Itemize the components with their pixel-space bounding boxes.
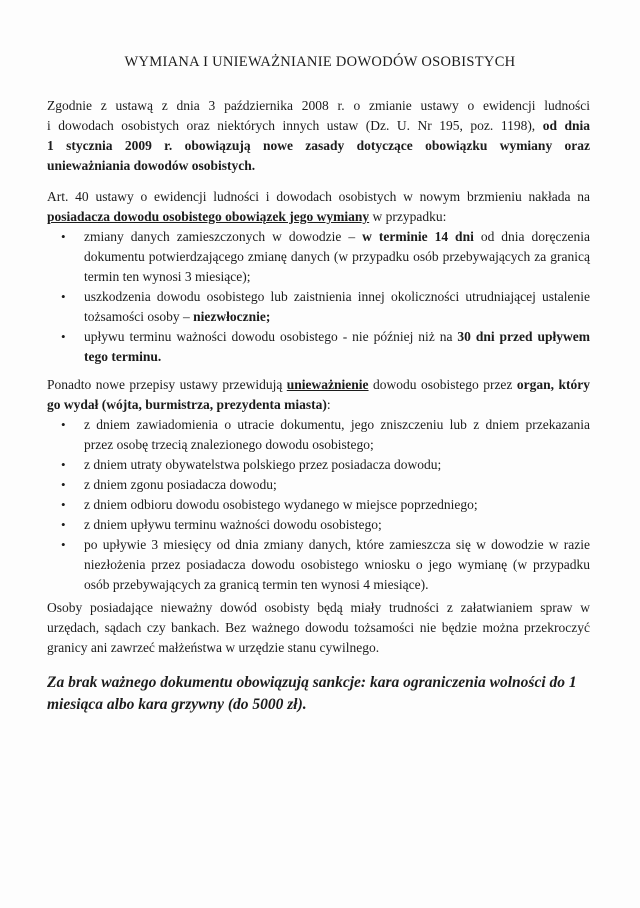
list-item xyxy=(47,535,590,595)
bullet-icon: • xyxy=(61,457,66,472)
sanctions-note: Za brak ważnego dokumentu obowiązują sankcje: kara ograniczenia wolności do 1 miesiąca albo kara grzywny (do 5000 zł). xyxy=(47,674,577,713)
obligation-1-deadline: w terminie 14 dni xyxy=(362,229,474,244)
revocation-intro xyxy=(47,375,590,415)
bullet-icon: • xyxy=(61,229,66,244)
list-item xyxy=(47,287,590,327)
list-item xyxy=(47,327,590,367)
obligation-heading: posiadacza dowodu osobistego obowiązek jego wymiany xyxy=(47,209,370,224)
revocation-item-text: z dniem zgonu posiadacza dowodu; xyxy=(84,477,277,492)
art40-paragraph xyxy=(47,187,590,367)
list-item xyxy=(47,475,590,495)
invalid-document-paragraph: Osoby posiadające nieważny dowód osobisty będą miały trudności z załatwianiem spraw w urzędach, sądach czy bankach. Bez ważnego dowodu tożsamości nie będzie można przekroczyć granicy ani zawrzeć małżeństwa w urzędzie stanu cywilnego. xyxy=(47,600,590,655)
obligation-3-deadline: 30 dni przed upływem tego terminu. xyxy=(84,329,590,364)
intro-paragraph xyxy=(47,96,590,176)
bullet-icon: • xyxy=(61,477,66,492)
obligation-1-text: zmiany danych zamieszczonych w dowodzie – xyxy=(84,229,363,244)
revocation-item-text: z dniem utraty obywatelstwa polskiego przez posiadacza dowodu; xyxy=(84,457,442,472)
obligation-1-rest: od dnia doręczenia dokumentu potwierdzającego zmianę danych (w przypadku osób przebywających za granicą termin ten wynosi 3 miesiące); xyxy=(84,229,590,284)
revocation-item-text: po upływie 3 miesięcy od dnia zmiany danych, które zamieszcza się w dowodzie w razie niezłożenia przez posiadacza dowodu osobistego wniosku o jego wymianę (w przypadku osób przebywających za granicą termin ten wynosi 4 miesiące). xyxy=(84,537,590,592)
art40-line-2-tail: w przypadku: xyxy=(369,209,447,224)
intro-line-4: unieważniania dowodów osobistych. xyxy=(47,158,256,173)
revocation-paragraph xyxy=(47,375,590,595)
bullet-icon: • xyxy=(61,289,66,304)
revocation-intro-colon: : xyxy=(326,397,331,412)
intro-date-start: od dnia xyxy=(542,118,590,133)
list-item xyxy=(47,495,590,515)
obligation-2-deadline: niezwłocznie; xyxy=(193,309,271,324)
list-item xyxy=(47,515,590,535)
revocation-intro-mid: dowodu osobistego przez xyxy=(368,377,517,392)
list-item xyxy=(47,455,590,475)
obligation-list xyxy=(47,227,590,367)
art40-line-2 xyxy=(47,207,590,227)
intro-line-2 xyxy=(47,116,590,136)
intro-line-2-text: i dowodach osobistych oraz niektórych innych ustaw (Dz. U. Nr 195, poz. 1198), xyxy=(47,118,543,133)
bullet-icon: • xyxy=(61,517,66,532)
revocation-keyword: unieważnienie xyxy=(286,377,369,392)
bullet-icon: • xyxy=(61,417,66,432)
bullet-icon: • xyxy=(61,329,66,344)
issuing-authority: organ, który go wydał (wójta, burmistrza, prezydenta miasta) xyxy=(47,377,590,412)
document-title: WYMIANA I UNIEWAŻNIANIE DOWODÓW OSOBISTYCH xyxy=(124,54,516,70)
intro-line-1: Zgodnie z ustawą z dnia 3 października 2008 r. o zmianie ustawy o ewidencji ludności xyxy=(47,98,590,113)
art40-line-1: Art. 40 ustawy o ewidencji ludności i dowodach osobistych w nowym brzmieniu nakłada na xyxy=(47,189,590,204)
revocation-item-text: z dniem zawiadomienia o utracie dokumentu, jego zniszczeniu lub z dniem przekazania przez osobę trzecią znalezionego dowodu osobistego; xyxy=(84,417,590,452)
bullet-icon: • xyxy=(61,497,66,512)
revocation-item-text: z dniem upływu terminu ważności dowodu osobistego; xyxy=(84,517,382,532)
bullet-icon: • xyxy=(61,537,66,552)
revocation-list xyxy=(47,415,590,595)
revocation-item-text: z dniem odbioru dowodu osobistego wydanego w miejsce poprzedniego; xyxy=(84,497,478,512)
obligation-3-text: upływu terminu ważności dowodu osobistego - nie później niż na xyxy=(84,329,458,344)
list-item xyxy=(47,227,590,287)
obligation-2-text: uszkodzenia dowodu osobistego lub zaistnienia innej okoliczności utrudniającej ustalenie tożsamości osoby – xyxy=(84,289,590,324)
revocation-intro-text: Ponadto nowe przepisy ustawy przewidują xyxy=(47,377,287,392)
intro-line-3: 1 stycznia 2009 r. obowiązują nowe zasady dotyczące obowiązku wymiany oraz xyxy=(47,138,590,153)
list-item xyxy=(47,415,590,455)
